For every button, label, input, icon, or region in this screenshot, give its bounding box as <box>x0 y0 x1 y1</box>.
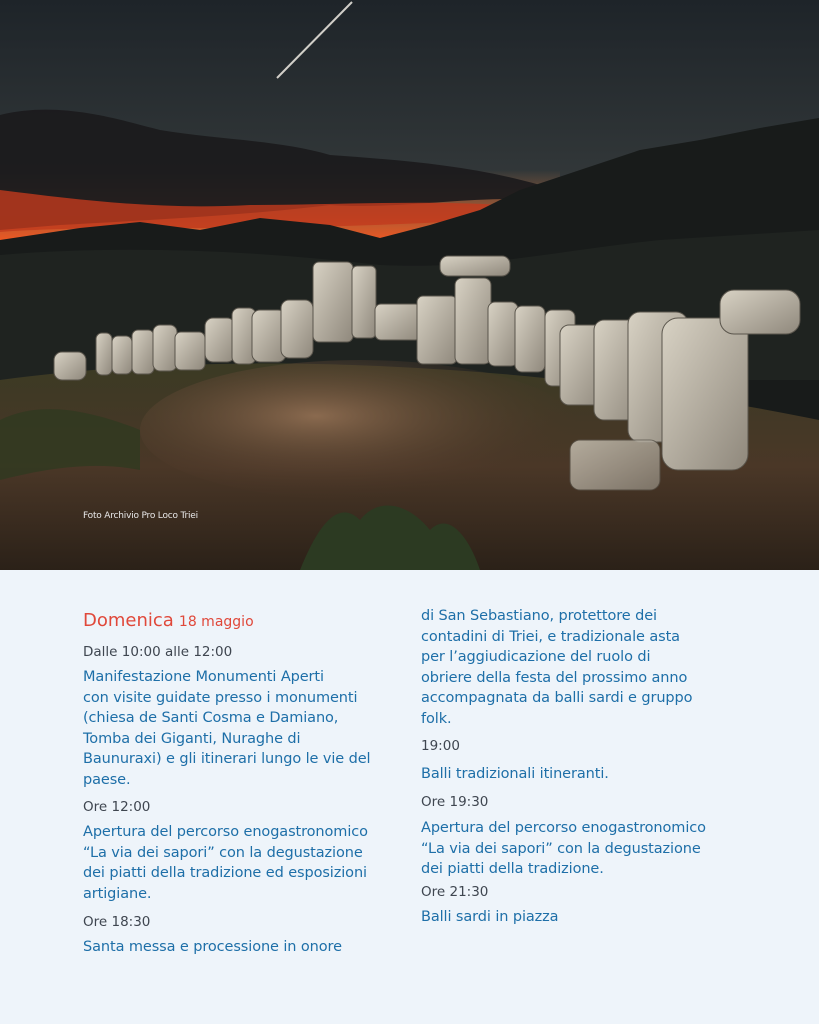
event-line: “La via dei sapori” con la degustazione <box>421 840 701 857</box>
event-time: Ore 19:30 <box>421 794 489 810</box>
event-line: obriere della festa del prossimo anno <box>421 669 688 686</box>
program-panel <box>0 570 819 1024</box>
event-description <box>421 818 761 880</box>
event-line: Baunuraxi) e gli itinerari lungo le vie del <box>83 751 371 767</box>
event-line: di San Sebastiano, protettore dei <box>421 608 657 624</box>
event-line: Apertura del percorso enogastronomico <box>421 820 706 836</box>
event-time: 19:00 <box>421 738 460 754</box>
event-line: “La via dei sapori” con la degustazione <box>83 844 363 861</box>
event-time: Ore 18:30 <box>83 914 151 930</box>
event-description <box>421 764 761 785</box>
event-line: Apertura del percorso enogastronomico <box>83 824 368 840</box>
event-line: folk. <box>421 710 452 727</box>
event-line: Balli tradizionali itineranti. <box>421 766 609 782</box>
day-heading <box>83 610 254 631</box>
event-line: per l’aggiudicazione del ruolo di <box>421 649 651 665</box>
event-description <box>83 937 423 958</box>
event-line: Balli sardi in piazza <box>421 909 559 925</box>
day-date: 18 maggio <box>178 614 254 630</box>
event-line: Tomba dei Giganti, Nuraghe di <box>83 730 301 747</box>
photo-credit: Foto Archivio Pro Loco Triei <box>83 511 198 521</box>
event-description <box>421 907 761 928</box>
event-line: Santa messa e processione in onore <box>83 939 342 955</box>
event-line: paese. <box>83 771 131 788</box>
event-line: artigiane. <box>83 885 152 902</box>
event-time: Ore 12:00 <box>83 799 151 815</box>
event-time: Dalle 10:00 alle 12:00 <box>83 644 233 660</box>
event-line: dei piatti della tradizione. <box>421 861 604 877</box>
event-line: accompagnata da balli sardi e gruppo <box>421 690 693 706</box>
event-time: Ore 21:30 <box>421 884 489 900</box>
day-name: Domenica <box>83 610 174 631</box>
event-line: con visite guidate presso i monumenti <box>83 689 358 706</box>
event-description <box>83 667 423 790</box>
event-description <box>421 606 761 729</box>
event-line: Manifestazione Monumenti Aperti <box>83 669 324 685</box>
event-line: dei piatti della tradizione ed esposizioni <box>83 865 367 881</box>
event-line: (chiesa de Santi Cosma e Damiano, <box>83 710 339 726</box>
event-line: contadini di Triei, e tradizionale asta <box>421 628 680 645</box>
event-description <box>83 822 423 904</box>
